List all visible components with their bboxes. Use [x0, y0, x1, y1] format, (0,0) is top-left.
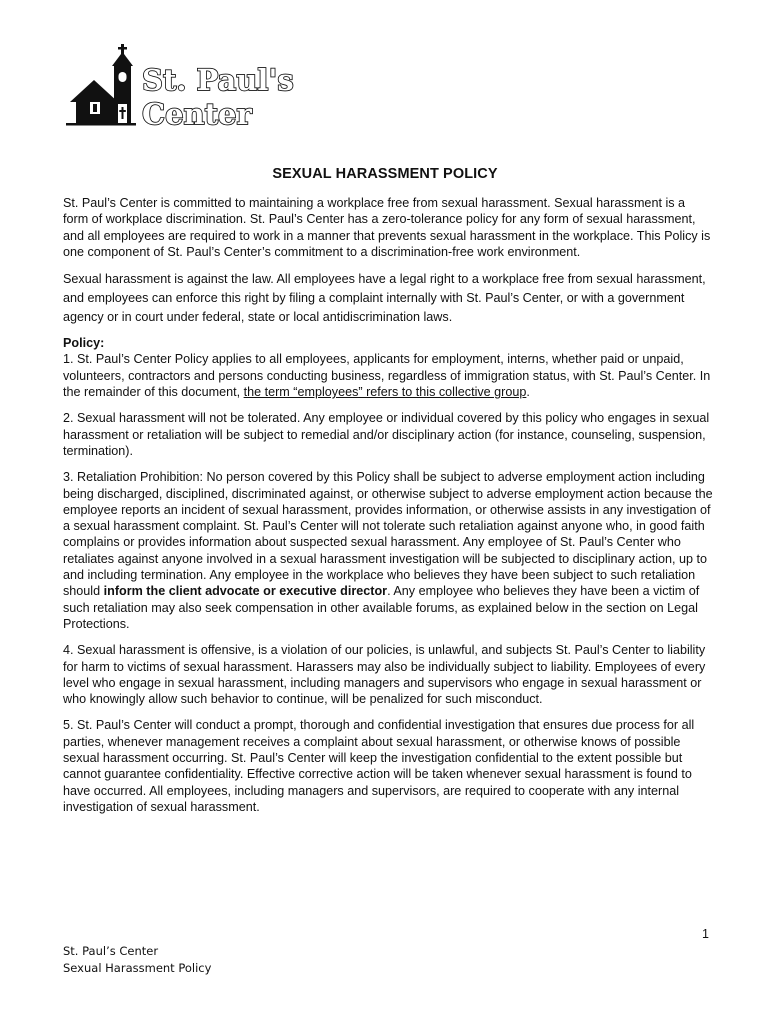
policy-item-3-end: . Any employee who believes they have been a victim of such retaliation may also seek compensation in other available forums, as explained below in the section on Legal Protections. — [63, 584, 700, 631]
policy-item-3 — [63, 469, 713, 632]
policy-item-2: 2. Sexual harassment will not be tolerated. Any employee or individual covered by this policy who engages in sexual harassment or retaliation will be subject to remedial and/or disciplinary action (for instance, counseling, suspension, termination). — [63, 411, 710, 458]
policy-item-4: 4. Sexual harassment is offensive, is a violation of our policies, is unlawful, and subjects St. Paul’s Center to liability for harm to victims of sexual harassment. Harassers may also be individually subject to liability. Employees of every level who engage in sexual harassment, including managers and supervisors who engage in sexual harassment or who knowingly allow such behavior to continue, will be penalized for such misconduct. — [63, 643, 706, 707]
policy-heading: Policy: — [63, 336, 105, 351]
document-title: SEXUAL HARASSMENT POLICY — [272, 166, 498, 182]
document-body — [63, 195, 713, 825]
logo-text-line1: St. Paul's — [142, 63, 294, 97]
policy-item-1-end: . — [526, 385, 530, 400]
page-number: 1 — [702, 927, 709, 941]
page-footer — [63, 943, 211, 977]
policy-item-5: 5. St. Paul’s Center will conduct a prompt, thorough and confidential investigation that ensures due process for all parties, whenever management receives a complaint about sexual harassment, or otherwise knows of possible sexual harassment occurring. St. Paul’s Center will keep the investigation confidential to the extent possible but cannot guarantee confidentiality. Effective corrective action will be taken whenever sexual harassment is found to have occurred. All employees, including managers and supervisors, are required to cooperate with any internal investigation of sexual harassment. — [63, 718, 695, 814]
policy-item-1-text: 1. St. Paul’s Center Policy applies to all employees, applicants for employment, interns, whether paid or unpaid, volunteers, contractors and persons conducting business, regardless of immigration status, with St. Paul’s Center. In the remainder of this document, — [63, 352, 711, 400]
policy-item-1 — [63, 335, 713, 400]
organization-logo — [66, 44, 296, 134]
footer-organization: St. Paul’s Center — [63, 944, 159, 958]
contact-instruction: inform the client advocate or executive director — [103, 584, 388, 599]
footer-document-name: Sexual Harassment Policy — [63, 961, 212, 975]
church-logo-icon — [66, 44, 296, 134]
intro-paragraph-1: St. Paul’s Center is committed to maintaining a workplace free from sexual harassment. Sexual harassment is a form of workplace discrimination. St. Paul’s Center has a zero-tolerance policy for any form of sexual harassment, and all employees are required to work in a manner that prevents sexual harassment in the workplace. This Policy is one component of St. Paul’s Center’s commitment to a discrimination-free work environment. — [63, 196, 711, 259]
collective-group-definition: the term “employees” refers to this collective group — [243, 385, 527, 400]
logo-text-line2: Center — [142, 97, 252, 131]
policy-item-3-text: 3. Retaliation Prohibition: No person covered by this Policy shall be subject to adverse employment action including being discharged, disciplined, discriminated against, or otherwise subject to adverse employment action because the employee reports an incident of sexual harassment, provides information, or otherwise assists in any investigation of a sexual harassment complaint. St. Paul’s Center will not tolerate such retaliation against anyone who, in good faith complains or provides information about suspected sexual harassment. Any employee of St. Paul’s Center who retaliates against anyone involved in a sexual harassment investigation will be subjected to disciplinary action, up to and including termination. Any employee in the workplace who believes they have been subject to such retaliation should — [63, 470, 713, 599]
intro-paragraph-2: Sexual harassment is against the law. All employees have a legal right to a workplace free from sexual harassment, and employees can enforce this right by filing a complaint internally with St. Paul’s Center, or with a government agency or in court under federal, state or local antidiscrimination laws. — [63, 272, 706, 325]
